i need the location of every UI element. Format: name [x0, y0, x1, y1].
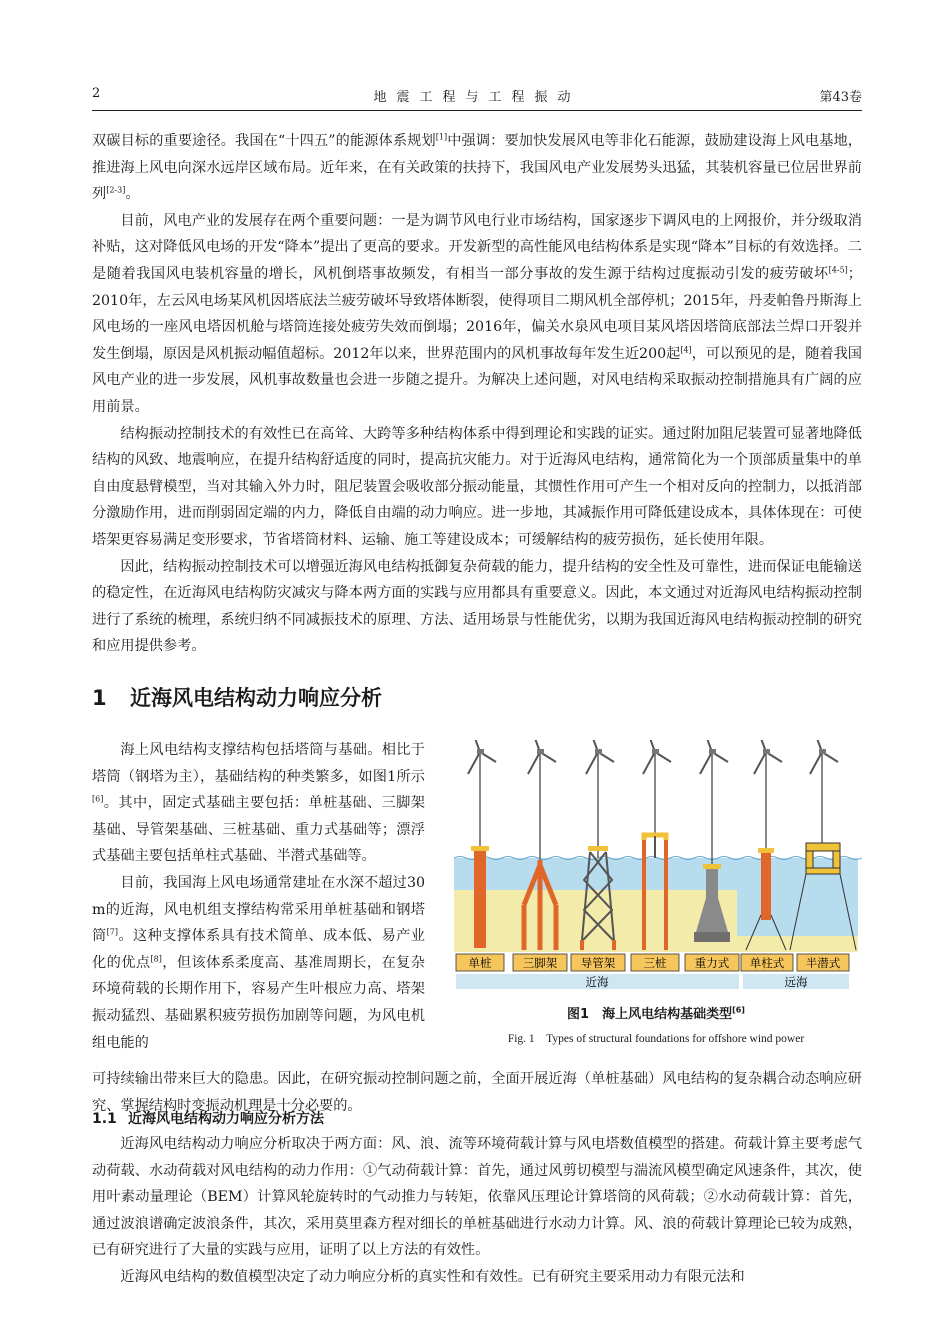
near-shore-label: 近海 — [585, 975, 609, 989]
citation: [2-3] — [106, 185, 126, 195]
section-1-left-column — [92, 737, 425, 1056]
intro-paragraph-3: 结构振动控制技术的有效性已在高耸、大跨等多种结构体系中得到理论和实践的证实。通过附加阻尼装置可显著地降低结构的风致、地震响应，在提升结构舒适度的同时，提高抗灾能力。对于近海风电结构，通常简化为一个顶部质量集中的单自由度悬臂模型，当对其输入外力时，阻尼装置会吸收部分振动能量，其惯性作用可产生一个相对反向的控制力，以抵消部分激励作用，进而削弱固定端的内力，降低自由端的动力响应。进一步地，其减振作用可降低建设成本，具体体现在：可使塔架更容易满足变形要求，节省塔筒材料、运输、施工等建设成本；可缓解结构的疲劳损伤，延长使用年限。 — [92, 425, 862, 548]
figure-1-caption-en: Fig. 1 Types of structural foundations for offshore wind power — [507, 1033, 805, 1045]
citation: [7] — [106, 927, 118, 937]
citation: [6] — [92, 794, 104, 804]
citation: [4] — [680, 345, 692, 355]
section-1-paragraph-2: 目前，我国海上风电场通常建址在水深不超过30 m的近海，风电机组支撑结构常采用单桩基础和钢塔筒[7]。这种支撑体系具有技术简单、成本低、易产业化的优点[8]，但该体系柔度高、基准周期长，在复杂环境荷载的长期作用下，容易产生叶根应力高、塔架振动猛烈、基础累积疲劳损伤加剧等问题，为风电机组电能的 — [92, 874, 425, 1051]
label-tripod-text: 三脚架 — [522, 956, 558, 970]
intro-paragraph-2: 目前，风电产业的发展存在两个重要问题：一是为调节风电行业市场结构，国家逐步下调风电的上网报价，并分级取消补贴，这对降低风电场的开发“降本”提出了更高的要求。开发新型的高性能风电结构体系是实现“降本”目标的有效选择。二是随着我国风电装机容量的增长，风机倒塔事故频发，有相当一部分事故的发生源于结构过度振动引发的疲劳破坏[4-5]；2010年，左云风电场某风机因塔底法兰疲劳破坏导致塔体断裂，使得项目二期风机全部停机；2015年，丹麦帕鲁丹斯海上风电场的一座风电塔因机舱与塔筒连接处疲劳失效而倒塌；2016年，偏关水泉风电项目某风塔因塔筒底部法兰焊口开裂并发生倒塌，原因是风机振动幅值超标。2012年以来，世界范围内的风机事故每年发生近200起[4]，可以预见的是，随着我国风电产业的进一步发展，风机事故数量也会进一步随之提升。为解决上述问题，对风电结构采取振动控制措施具有广阔的应用前景。 — [92, 212, 862, 415]
intro-text — [92, 128, 862, 660]
label-tripile-text: 三桩 — [643, 956, 667, 970]
label-jacket — [571, 954, 625, 971]
volume-label: 第43卷 — [819, 90, 862, 105]
section-1-heading — [92, 682, 382, 712]
header-rule — [92, 110, 862, 111]
section-title: 近海风电结构动力响应分析 — [130, 686, 382, 710]
figure-1-caption-cn: 图1 海上风电结构基础类型[6] — [567, 1005, 745, 1022]
subsection-number: 1.1 — [92, 1111, 117, 1127]
section-number: 1 — [92, 686, 107, 710]
section-1-paragraph-2-continued: 可持续输出带来巨大的隐患。因此，在研究振动控制问题之前，全面开展近海（单桩基础）风电结构的复杂耦合动态响应研究、掌握结构时变振动机理是十分必要的。 — [92, 1071, 862, 1114]
subsection-1-1-text — [92, 1131, 862, 1291]
label-semisub — [797, 954, 849, 971]
label-tripod — [513, 954, 567, 971]
journal-title: 地震工程与工程振动 — [373, 90, 581, 105]
intro-paragraph-1: 双碳目标的重要途径。我国在“十四五”的能源体系规划[1]中强调：要加快发展风电等非化石能源，鼓励建设海上风电基地，推进海上风电向深水远岸区域布局。近年来，在有关政策的扶持下，我国风电产业发展势头迅猛，其装机容量已位居世界前列[2-3]。 — [92, 132, 862, 203]
citation: [1] — [435, 132, 448, 142]
section-1-paragraph-1: 海上风电结构支撑结构包括塔筒与基础。相比于塔筒（钢塔为主），基础结构的种类繁多，如图1所示[6]。其中，固定式基础主要包括：单桩基础、三脚架基础、导管架基础、三桩基础、重力式基础等；漂浮式基础主要包括单柱式基础、半潜式基础等。 — [92, 742, 425, 865]
intro-paragraph-4: 因此，结构振动控制技术可以增强近海风电结构抵御复杂荷载的能力，提升结构的安全性及可靠性，进而保证电能输送的稳定性，在近海风电结构防灾减灾与降本两方面的实践与应用都具有重要意义。因此，本文通过对近海风电结构振动控制进行了系统的梳理，系统归纳不同减振技术的原理、方法、适用场景与性能优劣，以期为我国近海风电结构振动控制的研究和应用提供参考。 — [92, 558, 862, 655]
label-monopile-text: 单桩 — [468, 956, 492, 970]
label-monopile — [456, 954, 504, 971]
citation: [6] — [732, 1005, 745, 1015]
subsection-1-1-heading — [92, 1108, 324, 1128]
subsection-1-1-paragraph-2: 近海风电结构的数值模型决定了动力响应分析的真实性和有效性。已有研究主要采用动力有限元法和 — [120, 1268, 745, 1285]
label-gravity — [685, 954, 739, 971]
label-tripile — [631, 954, 679, 971]
citation: [8] — [150, 954, 162, 964]
subsection-1-1-paragraph-1: 近海风电结构动力响应分析取决于两方面：风、浪、流等环境荷载计算与风电塔数值模型的搭建。荷载计算主要考虑气动荷载、水动荷载对风电结构的动力作用：①气动荷载计算：首先，通过风剪切模型与湍流风模型确定风速条件，其次，使用叶素动量理论（BEM）计算风轮旋转时的气动推力与转矩，依靠风压理论计算塔筒的风荷载；②水动荷载计算：首先，通过波浪谱确定波浪条件，其次，采用莫里森方程对细长的单桩基础进行水动力计算。风、浪的荷载计算理论已较为成熟，已有研究进行了大量的实践与应用，证明了以上方法的有效性。 — [92, 1136, 862, 1259]
label-spar-text: 单柱式 — [749, 956, 785, 970]
group-bands — [456, 974, 849, 989]
label-semisub-text: 半潜式 — [805, 956, 841, 970]
label-jacket-text: 导管架 — [580, 956, 616, 970]
foundation-types-illustration — [450, 740, 862, 990]
deep-seabed-region — [737, 936, 858, 952]
label-spar — [741, 954, 793, 971]
far-shore-label: 远海 — [784, 975, 808, 989]
subsection-title: 近海风电结构动力响应分析方法 — [128, 1111, 324, 1127]
label-gravity-text: 重力式 — [694, 956, 730, 970]
running-header — [92, 86, 862, 108]
type-labels — [456, 954, 849, 971]
page-number: 2 — [92, 86, 101, 101]
citation: [4-5] — [828, 265, 848, 275]
